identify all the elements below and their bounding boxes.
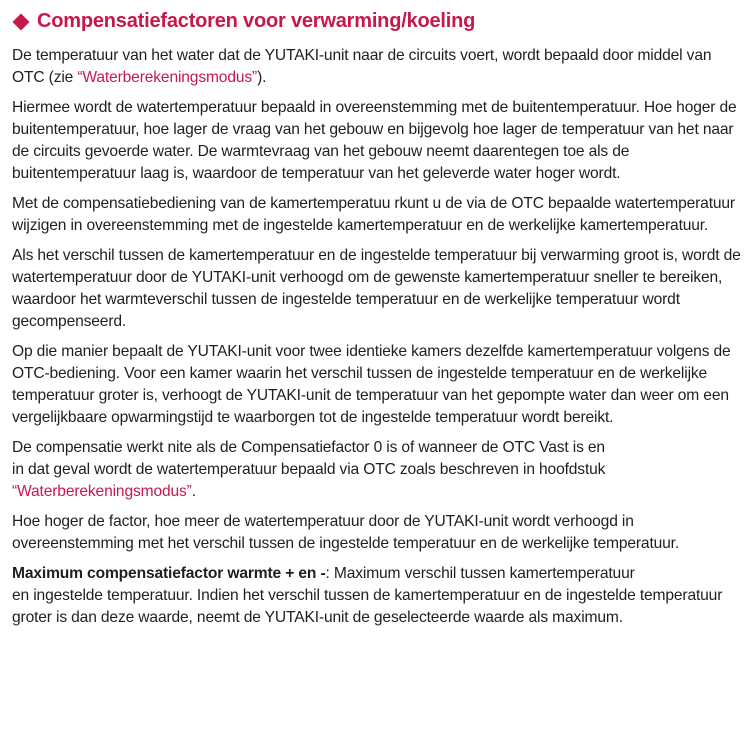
paragraph-identical-rooms: Op die manier bepaalt de YUTAKI-unit voor twee identieke kamers dezelfde kamertemperatuur volgens de OTC-bediening. Voor een kamer waarin het verschil tussen de ingestelde temperatuur en de werkelijke temperatuur groter is, verhoogt de YUTAKI-unit de temperatuur van het gepompte water dan weer om een vergelijkbaare opwarmingstijd te waarborgen tot de ingestelde temperatuur wordt bereikt. [12,343,731,426]
max-factor-def1: : Maximum verschil tussen kamertemperatuur [325,565,635,582]
max-factor-def2: en ingestelde temperatuur. Indien het verschil tussen de kamertemperatuur en de ingestelde temperatuur groter is dan deze waarde, neemt de YUTAKI-unit de geselecteerde waarde als maximum. [12,587,723,626]
paragraph-heating-difference: Als het verschil tussen de kamertemperatuur en de ingestelde temperatuur bij verwarming groot is, wordt de watertemperatuur door de YUTAKI-unit verhoogd om de gewenste kamertemperatuur sneller te bereiken, waardoor het warmteverschil tussen de ingestelde temperatuur en de werkelijke temperatuur wordt gecompenseerd. [12,247,741,330]
section-title: Compensatiefactoren voor verwarming/koeling [37,10,476,32]
p6-end: . [191,483,196,500]
paragraph-max-factor [12,563,742,629]
max-factor-term: Maximum compensatiefactor warmte + en - [12,565,326,582]
paragraph-otc [12,45,742,89]
paragraph-outdoor-temp: Hiermee wordt de watertemperatuur bepaald in overeenstemming met de buitentemperatuur. Hoe hoger de buitentemperatuur, hoe lager de vraag van het gebouw en bijgevolg hoe lager de temperatuur van het naar de circuits gevoerde water. De warmtevraag van het gebouw neemt daarentegen toe als de buitentemperatuur laag is, waardoor de temperatuur van het geleverde water hoger wordt. [12,99,737,182]
water-calc-mode-link[interactable]: “Waterberekeningsmodus” [77,69,258,86]
p6-line2: in dat geval wordt de watertemperatuur bepaald via OTC zoals beschreven in hoofdstuk [12,461,606,478]
p1-end: ). [257,69,267,86]
section-heading [12,10,742,33]
diamond-bullet-icon [13,13,30,30]
paragraph-compensation-control: Met de compensatiebediening van de kamertemperatuu rkunt u de via de OTC bepaalde watertemperatuur wijzigen in overeenstemming met de ingestelde kamertemperatuur en de werkelijke kamertemperatuur. [12,195,735,234]
water-calc-mode-link-2[interactable]: “Waterberekeningsmodus” [12,483,192,500]
p6-line1: De compensatie werkt nite als de Compensatiefactor 0 is of wanneer de OTC Vast is en [12,439,605,456]
paragraph-compensation-off [12,437,742,503]
p1-text: De temperatuur van het water dat de YUTAKI-unit naar de circuits voert, wordt bepaald door middel van OTC (zie [12,47,712,86]
paragraph-higher-factor: Hoe hoger de factor, hoe meer de watertemperatuur door de YUTAKI-unit wordt verhoogd in overeenstemming met het verschil tussen de ingestelde temperatuur en de werkelijke temperatuur. [12,513,680,552]
